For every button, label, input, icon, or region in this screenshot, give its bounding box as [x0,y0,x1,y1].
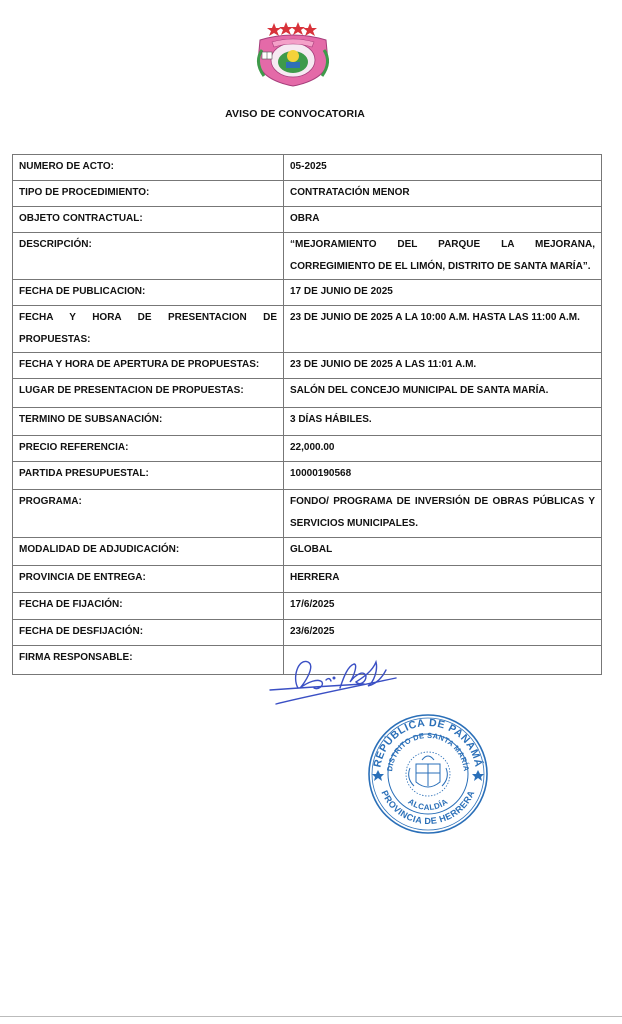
field-label: LUGAR DE PRESENTACION DE PROPUESTAS: [19,385,244,396]
field-value-cell [284,306,602,353]
field-label: FECHA DE DESFIJACIÓN: [19,626,144,637]
field-value-cell [284,207,602,233]
field-value-cell [284,408,602,436]
field-value: 23 DE JUNIO DE 2025 A LAS 11:01 A.M. [290,359,477,370]
table-row [13,207,602,233]
field-label: TIPO DE PROCEDIMIENTO: [19,187,150,198]
field-label-cell [13,207,284,233]
field-label-cell [13,233,284,280]
field-label: FECHA DE FIJACIÓN: [19,599,123,610]
field-value: GLOBAL [290,544,333,555]
field-value: 23/6/2025 [290,626,335,637]
field-value: 17 DE JUNIO DE 2025 [290,286,393,297]
field-label: FIRMA RESPONSABLE: [19,652,133,663]
table-row [13,181,602,207]
table-row [13,280,602,306]
field-value: 05-2025 [290,161,327,172]
field-value: FONDO/ PROGRAMA DE INVERSIÓN DE OBRAS PÚBLICAS Y SERVICIOS MUNICIPALES. [290,496,595,529]
table-row [13,538,602,566]
table-row [13,593,602,620]
table-row [13,436,602,462]
document-title: AVISO DE CONVOCATORIA [225,108,365,120]
field-label-cell [13,353,284,379]
field-label-cell [13,181,284,207]
field-value: SALÓN DEL CONCEJO MUNICIPAL DE SANTA MARÍA. [290,385,549,396]
table-row [13,233,602,280]
field-label-cell [13,490,284,538]
field-value: OBRA [290,213,320,224]
field-value-cell [284,233,602,280]
field-value-cell [284,566,602,593]
field-label: FECHA Y HORA DE PRESENTACION DE PROPUESTAS: [19,312,277,345]
table-row [13,620,602,646]
field-value-cell [284,538,602,566]
field-label-cell [13,593,284,620]
field-label: TERMINO DE SUBSANACIÓN: [19,414,163,425]
table-row [13,462,602,490]
field-value: CONTRATACIÓN MENOR [290,187,410,198]
field-value-cell [284,155,602,181]
field-label: FECHA DE PUBLICACION: [19,286,146,297]
field-label-cell [13,306,284,353]
field-label-cell [13,436,284,462]
field-label-cell [13,462,284,490]
field-value-cell [284,436,602,462]
field-value-cell [284,620,602,646]
field-value-cell [284,462,602,490]
field-label-cell [13,280,284,306]
field-label: NUMERO DE ACTO: [19,161,114,172]
field-label: PROGRAMA: [19,496,82,507]
field-label: FECHA Y HORA DE APERTURA DE PROPUESTAS: [19,359,260,370]
stamp-outer-bottom-text: PROVINCIA DE HERRERA [379,788,477,827]
field-value-cell [284,490,602,538]
table-row [13,379,602,408]
field-value-cell [284,593,602,620]
field-value: HERRERA [290,572,340,583]
field-value-cell [284,379,602,408]
field-value: “MEJORAMIENTO DEL PARQUE LA MEJORANA, CORREGIMIENTO DE EL LIMÓN, DISTRITO DE SANTA MARÍA”. [290,239,595,272]
field-label-cell [13,408,284,436]
stamp-outer-top-text: REPÚBLICA DE PANAMÁ [371,716,485,769]
field-label-cell [13,538,284,566]
field-value: 22,000.00 [290,442,335,453]
field-value: 23 DE JUNIO DE 2025 A LA 10:00 A.M. HASTA LAS 11:00 A.M. [290,312,580,323]
signature-image [268,648,408,710]
field-label-cell [13,155,284,181]
table-row [13,306,602,353]
stamp-inner-top-text: DISTRITO DE SANTA MARÍA [385,730,471,772]
field-value: 3 DÍAS HÁBILES. [290,414,372,425]
field-value: 17/6/2025 [290,599,335,610]
table-row [13,155,602,181]
field-label-cell [13,646,284,675]
stamp-inner-bottom-text: ALCALDÍA [406,796,450,813]
field-label-cell [13,620,284,646]
table-row [13,490,602,538]
notice-details-table [12,154,602,675]
table-row [13,353,602,379]
field-label: MODALIDAD DE ADJUDICACIÓN: [19,544,180,555]
page-bottom-rule [0,1016,622,1017]
field-label: OBJETO CONTRACTUAL: [19,213,143,224]
official-stamp-seal [366,712,490,836]
svg-text:ALCALDÍA [406,797,449,812]
table-row [13,566,602,593]
field-label-cell [13,379,284,408]
field-label: PRECIO REFERENCIA: [19,442,129,453]
field-label: DESCRIPCIÓN: [19,239,92,250]
field-label: PROVINCIA DE ENTREGA: [19,572,146,583]
field-label-cell [13,566,284,593]
field-value-cell [284,280,602,306]
table-row [13,408,602,436]
field-value-cell [284,181,602,207]
field-label: PARTIDA PRESUPUESTAL: [19,468,149,479]
municipal-crest-icon [250,22,336,88]
field-value-cell [284,353,602,379]
field-value: 10000190568 [290,468,352,479]
